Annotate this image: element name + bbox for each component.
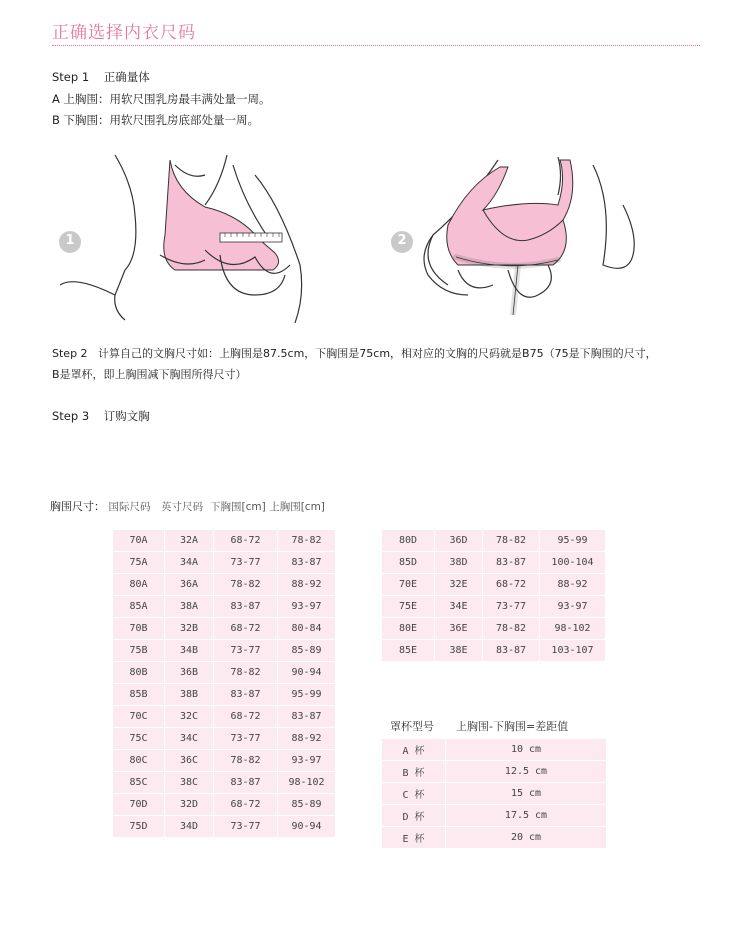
size-row-cell: 93-97 bbox=[278, 750, 335, 771]
step3-row bbox=[52, 408, 150, 424]
size-header-col-4: 上胸围[cm] bbox=[269, 501, 325, 513]
size-row-cell: 70D bbox=[113, 794, 164, 815]
size-row-cell: 90-94 bbox=[278, 662, 335, 683]
size-row-cell: 73-77 bbox=[214, 816, 277, 837]
size-row-cell: 36C bbox=[165, 750, 213, 771]
size-row-cell: 38A bbox=[165, 596, 213, 617]
size-row-cell: 68-72 bbox=[483, 574, 539, 595]
size-row-cell: 80C bbox=[113, 750, 164, 771]
lower-bust-figure bbox=[388, 145, 648, 325]
size-row-cell: 85B bbox=[113, 684, 164, 705]
size-row-cell: 68-72 bbox=[214, 706, 277, 727]
step1-row bbox=[52, 69, 150, 85]
page-title: 正确选择内衣尺码 bbox=[52, 23, 196, 43]
step3-label: Step 3 bbox=[52, 409, 90, 423]
step2-label: Step 2 bbox=[52, 347, 88, 360]
size-row-cell: 75B bbox=[113, 640, 164, 661]
title-divider bbox=[52, 45, 700, 46]
cup-row bbox=[382, 783, 606, 804]
measure-upper-illustration bbox=[55, 145, 315, 325]
size-row-cell: 88-92 bbox=[540, 574, 605, 595]
size-row-cell: 78-82 bbox=[214, 574, 277, 595]
step1-line-a: A 上胸围：用软尺围乳房最丰满处量一周。 bbox=[52, 92, 271, 106]
figure-1-number: 1 bbox=[65, 233, 75, 248]
size-row-cell: 70A bbox=[113, 530, 164, 551]
size-row-cell: 68-72 bbox=[214, 794, 277, 815]
size-row-cell: 85-89 bbox=[278, 794, 335, 815]
size-row-cell: 103-107 bbox=[540, 640, 605, 661]
size-row-cell: 83-87 bbox=[214, 684, 277, 705]
size-row-cell: 98-102 bbox=[540, 618, 605, 639]
size-row-cell: 34D bbox=[165, 816, 213, 837]
size-row-cell: 80D bbox=[382, 530, 434, 551]
size-header-col-1: 国际尺码 bbox=[108, 501, 151, 513]
size-row bbox=[113, 684, 335, 705]
cup-row-cell: D 杯 bbox=[382, 805, 445, 826]
size-row bbox=[113, 640, 335, 661]
size-row-cell: 75C bbox=[113, 728, 164, 749]
size-row-cell: 36E bbox=[435, 618, 482, 639]
size-row-cell: 78-82 bbox=[278, 530, 335, 551]
size-header-label: 胸围尺寸： bbox=[50, 500, 105, 513]
step2-line2: B是罩杯，即上胸围减下胸围所得尺寸） bbox=[52, 368, 247, 381]
size-row-cell: 88-92 bbox=[278, 728, 335, 749]
size-row bbox=[382, 596, 605, 617]
size-row bbox=[382, 552, 605, 573]
size-row-cell: 83-87 bbox=[483, 552, 539, 573]
cup-header-col-2: 上胸围-下胸围=差距值 bbox=[456, 720, 569, 733]
size-row-cell: 68-72 bbox=[214, 530, 277, 551]
size-row-cell: 32A bbox=[165, 530, 213, 551]
size-row-cell: 83-87 bbox=[483, 640, 539, 661]
size-row-cell: 34B bbox=[165, 640, 213, 661]
size-row bbox=[382, 640, 605, 661]
size-row bbox=[113, 772, 335, 793]
size-row-cell: 98-102 bbox=[278, 772, 335, 793]
cup-row-cell: 20 cm bbox=[446, 827, 606, 848]
size-row-cell: 83-87 bbox=[214, 772, 277, 793]
size-table-right bbox=[381, 529, 606, 662]
cup-row-cell: 10 cm bbox=[446, 739, 606, 760]
size-row-cell: 75A bbox=[113, 552, 164, 573]
size-row-cell: 75D bbox=[113, 816, 164, 837]
size-row-cell: 70E bbox=[382, 574, 434, 595]
cup-row-cell: 15 cm bbox=[446, 783, 606, 804]
size-row-cell: 32E bbox=[435, 574, 482, 595]
size-row-cell: 34A bbox=[165, 552, 213, 573]
size-row-cell: 88-92 bbox=[278, 574, 335, 595]
size-row-cell: 80E bbox=[382, 618, 434, 639]
cup-row bbox=[382, 827, 606, 848]
size-row-cell: 70B bbox=[113, 618, 164, 639]
size-row-cell: 83-87 bbox=[278, 552, 335, 573]
size-header bbox=[50, 498, 325, 514]
size-row bbox=[113, 706, 335, 727]
size-row-cell: 78-82 bbox=[214, 750, 277, 771]
size-row-cell: 95-99 bbox=[540, 530, 605, 551]
size-row-cell: 85C bbox=[113, 772, 164, 793]
cup-row-cell: E 杯 bbox=[382, 827, 445, 848]
size-row bbox=[382, 530, 605, 551]
step3-heading: 订购文胸 bbox=[103, 409, 150, 423]
size-row bbox=[113, 750, 335, 771]
cup-row-cell: A 杯 bbox=[382, 739, 445, 760]
cup-row-cell: 17.5 cm bbox=[446, 805, 606, 826]
size-row-cell: 85D bbox=[382, 552, 434, 573]
size-row-cell: 93-97 bbox=[540, 596, 605, 617]
size-row-cell: 38B bbox=[165, 684, 213, 705]
size-row bbox=[113, 662, 335, 683]
cup-row-cell: 12.5 cm bbox=[446, 761, 606, 782]
size-row-cell: 75E bbox=[382, 596, 434, 617]
size-row bbox=[113, 816, 335, 837]
size-row-cell: 36D bbox=[435, 530, 482, 551]
size-row-cell: 83-87 bbox=[214, 596, 277, 617]
size-row-cell: 73-77 bbox=[214, 640, 277, 661]
size-row-cell: 80B bbox=[113, 662, 164, 683]
size-row-cell: 78-82 bbox=[483, 530, 539, 551]
cup-row-cell: B 杯 bbox=[382, 761, 445, 782]
size-row-cell: 32D bbox=[165, 794, 213, 815]
size-row-cell: 78-82 bbox=[214, 662, 277, 683]
cup-header-col-1: 罩杯型号 bbox=[390, 720, 434, 733]
size-row-cell: 36B bbox=[165, 662, 213, 683]
size-table-left bbox=[112, 529, 336, 838]
cup-row-cell: C 杯 bbox=[382, 783, 445, 804]
step2-line1: 计算自己的文胸尺寸如：上胸围是87.5cm，下胸围是75cm，相对应的文胸的尺码就是B75（75是下胸围的尺寸， bbox=[98, 347, 657, 360]
size-row bbox=[382, 618, 605, 639]
size-row-cell: 32B bbox=[165, 618, 213, 639]
size-header-col-2: 英寸尺码 bbox=[161, 501, 203, 513]
size-row-cell: 34C bbox=[165, 728, 213, 749]
size-row-cell: 38D bbox=[435, 552, 482, 573]
size-row-cell: 85E bbox=[382, 640, 434, 661]
size-row-cell: 68-72 bbox=[214, 618, 277, 639]
figure-2-number: 2 bbox=[397, 233, 407, 248]
size-header-col-3: 下胸围[cm] bbox=[210, 501, 266, 513]
size-row-cell: 34E bbox=[435, 596, 482, 617]
size-row-cell: 80-84 bbox=[278, 618, 335, 639]
size-row bbox=[113, 618, 335, 639]
size-row-cell: 85A bbox=[113, 596, 164, 617]
step2-row bbox=[52, 345, 657, 361]
size-row bbox=[113, 574, 335, 595]
cup-row bbox=[382, 761, 606, 782]
size-row-cell: 73-77 bbox=[483, 596, 539, 617]
measure-lower-illustration bbox=[388, 145, 648, 325]
size-row-cell: 90-94 bbox=[278, 816, 335, 837]
size-row-cell: 73-77 bbox=[214, 728, 277, 749]
size-row-cell: 70C bbox=[113, 706, 164, 727]
size-row-cell: 85-89 bbox=[278, 640, 335, 661]
size-row-cell: 83-87 bbox=[278, 706, 335, 727]
cup-row bbox=[382, 739, 606, 760]
size-row-cell: 73-77 bbox=[214, 552, 277, 573]
size-row bbox=[113, 728, 335, 749]
step1-line-b: B 下胸围：用软尺围乳房底部处量一周。 bbox=[52, 113, 260, 127]
size-row-cell: 93-97 bbox=[278, 596, 335, 617]
size-row bbox=[113, 596, 335, 617]
size-row-cell: 32C bbox=[165, 706, 213, 727]
step1-label: Step 1 bbox=[52, 70, 90, 84]
size-row bbox=[382, 574, 605, 595]
size-row-cell: 36A bbox=[165, 574, 213, 595]
size-row-cell: 38E bbox=[435, 640, 482, 661]
step1-heading: 正确量体 bbox=[103, 70, 150, 84]
size-row-cell: 80A bbox=[113, 574, 164, 595]
size-row-cell: 38C bbox=[165, 772, 213, 793]
size-row bbox=[113, 794, 335, 815]
size-row bbox=[113, 552, 335, 573]
size-row-cell: 100-104 bbox=[540, 552, 605, 573]
upper-bust-figure bbox=[55, 145, 315, 325]
size-row-cell: 95-99 bbox=[278, 684, 335, 705]
size-row-cell: 78-82 bbox=[483, 618, 539, 639]
cup-table bbox=[381, 738, 607, 849]
cup-row bbox=[382, 805, 606, 826]
size-row bbox=[113, 530, 335, 551]
